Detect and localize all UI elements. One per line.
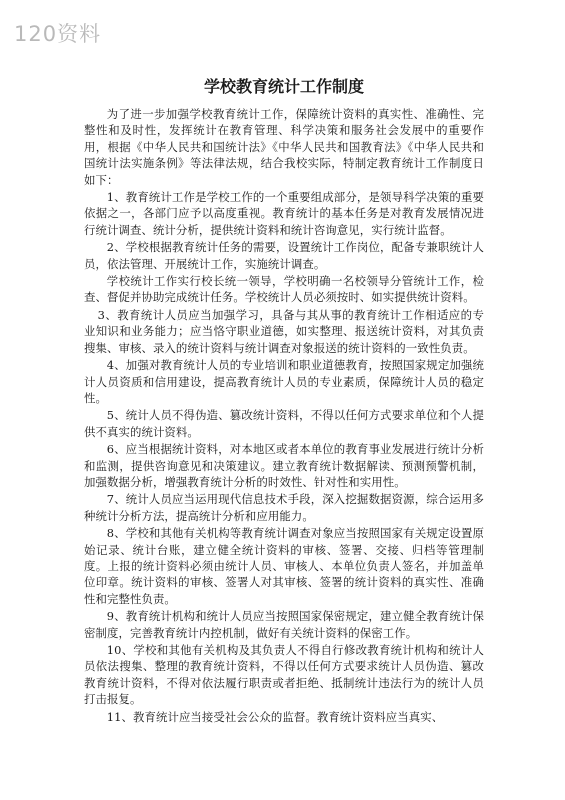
paragraph-10: 10、学校和其他有关机构及其负责人不得自行修改教育统计机构和统计人员依法搜集、整理的教育统计资料，不得以任何方式要求统计人员伪造、篡改教育统计资料，不得对依法履行职责或者拒绝、抵制统计违法行为的统计人员打击报复。 [84, 643, 484, 707]
paragraph-1: 1、教育统计工作是学校工作的一个重要组成部分，是领导科学决策的重要依据之一，各部门应予以高度重视。教育统计的基本任务是对教育发展情况进行统计调查、统计分析，提供统计资料和统计咨询意见，实行统计监督。 [84, 190, 484, 237]
paragraph-5: 5、统计人员不得伪造、篡改统计资料，不得以任何方式要求单位和个人提供不真实的统计资料。 [84, 408, 484, 439]
watermark: 120资料 [14, 22, 102, 46]
paragraph-7: 7、统计人员应当运用现代信息技术手段，深入挖掘数据资源，综合运用多种统计分析方法，提高统计分析和应用能力。 [84, 492, 484, 523]
paragraph-9: 9、教育统计机构和统计人员应当按照国家保密规定，建立健全教育统计保密制度，完善教育统计内控机制，做好有关统计资料的保密工作。 [84, 609, 484, 640]
paragraph-4: 4、加强对教育统计人员的专业培训和职业道德教育，按照国家规定加强统计人员资质和信用建设，提高教育统计人员的专业素质，保障统计人员的稳定性。 [84, 358, 484, 405]
paragraph-6: 6、应当根据统计资料，对本地区或者本单位的教育事业发展进行统计分析和监测，提供咨询意见和决策建议。建立教育统计数据解读、预测预警机制，加强数据分析，增强教育统计分析的时效性、针对性和实用性。 [84, 442, 484, 489]
paragraph-2: 2、学校根据教育统计任务的需要，设置统计工作岗位，配备专兼职统计人员，依法管理、开展统计工作，实施统计调查。 [84, 240, 484, 271]
paragraph-2-continued: 学校统计工作实行校长统一领导，学校明确一名校领导分管统计工作，检查、督促并协助完成统计任务。学校统计人员必须按时、如实提供统计资料。 [84, 274, 484, 305]
paragraph-8: 8、学校和其他有关机构等教育统计调查对象应当按照国家有关规定设置原始记录、统计台账，建立健全统计资料的审核、签署、交接、归档等管理制度。上报的统计资料必须由统计人员、审核人、本单位负责人签名，并加盖单位印章。统计资料的审核、签署人对其审核、签署的统计资料的真实性、准确性和完整性负责。 [84, 526, 484, 606]
document-title: 学校教育统计工作制度 [203, 77, 364, 96]
paragraph-intro: 为了进一步加强学校教育统计工作，保障统计资料的真实性、准确性、完整性和及时性，发挥统计在教育管理、科学决策和服务社会发展中的重要作用，根据《中华人民共和国统计法》《中华人民共和国教育法》《中华人民共和国统计法实施条例》等法律法规，结合我校实际，特制定教育统计工作制度日如下： [84, 107, 484, 187]
document-body [84, 76, 484, 725]
paragraph-11: 11、教育统计应当接受社会公众的监督。教育统计资料应当真实、 [106, 709, 444, 724]
paragraph-3: 3、教育统计人员应当加强学习，具备与其从事的教育统计工作相适应的专业知识和业务能力；应当恪守职业道德，如实整理、报送统计资料，对其负责搜集、审核、录入的统计资料与统计调查对象报送的统计资料的一致性负责。 [84, 307, 484, 355]
